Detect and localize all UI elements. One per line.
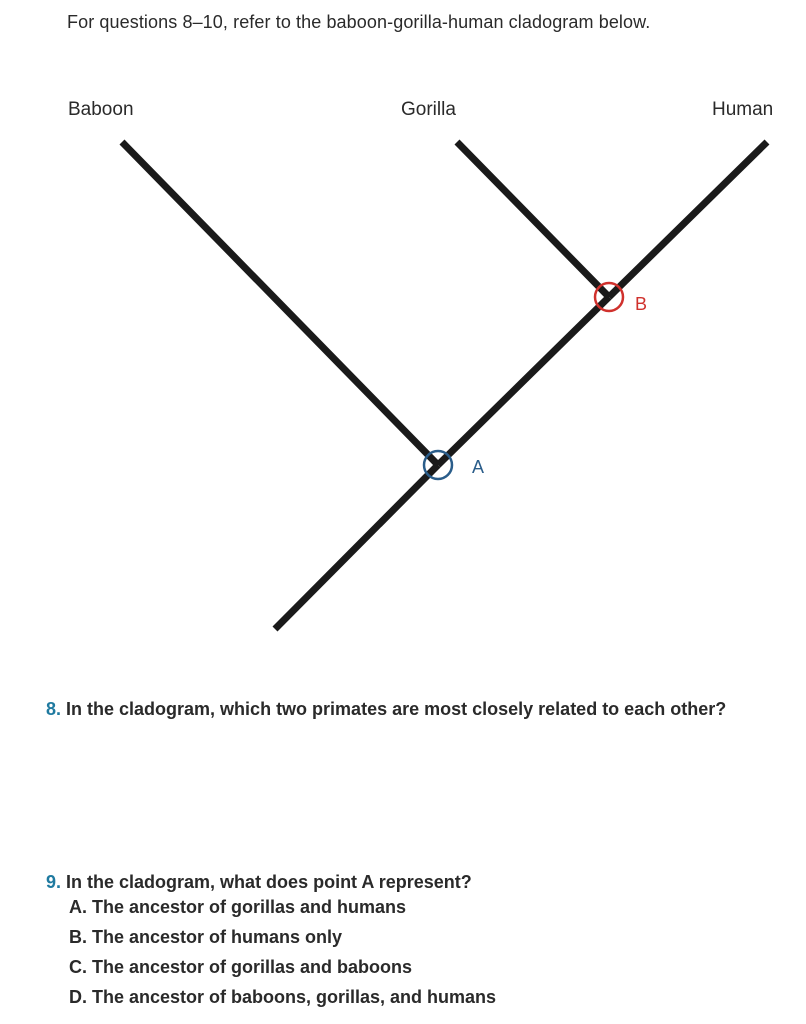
choice-b[interactable] — [69, 926, 496, 956]
taxon-label-baboon: Baboon — [68, 99, 134, 120]
branch-root — [275, 465, 438, 629]
question-9 — [46, 872, 472, 893]
question-8 — [46, 699, 726, 720]
branch-ancestor-to-node-b — [438, 297, 609, 465]
instructions-heading: For questions 8–10, refer to the baboon-gorilla-human cladogram below. — [67, 12, 651, 32]
choice-d-letter: D. — [69, 987, 87, 1007]
choice-b-text: The ancestor of humans only — [92, 927, 343, 947]
node-a-label: A — [472, 457, 485, 477]
question-9-choices — [69, 896, 496, 1016]
question-8-number: 8. — [46, 699, 62, 719]
branch-baboon — [122, 142, 438, 465]
question-8-text: In the cladogram, which two primates are most closely related to each other? — [66, 699, 727, 719]
choice-a-text: The ancestor of gorillas and humans — [92, 897, 407, 917]
choice-c-text: The ancestor of gorillas and baboons — [92, 957, 413, 977]
choice-b-letter: B. — [69, 927, 87, 947]
branch-human — [609, 142, 767, 297]
choice-c-letter: C. — [69, 957, 87, 977]
taxon-label-gorilla: Gorilla — [401, 99, 456, 120]
choice-d-text: The ancestor of baboons, gorillas, and humans — [92, 987, 497, 1007]
choice-d[interactable] — [69, 986, 496, 1016]
node-b-label: B — [635, 294, 648, 314]
choice-a[interactable] — [69, 896, 496, 926]
choice-a-letter: A. — [69, 897, 87, 917]
question-9-text: In the cladogram, what does point A represent? — [66, 872, 472, 892]
taxon-label-human: Human — [712, 99, 774, 120]
choice-c[interactable] — [69, 956, 496, 986]
question-9-number: 9. — [46, 872, 62, 892]
branch-gorilla — [457, 142, 609, 297]
